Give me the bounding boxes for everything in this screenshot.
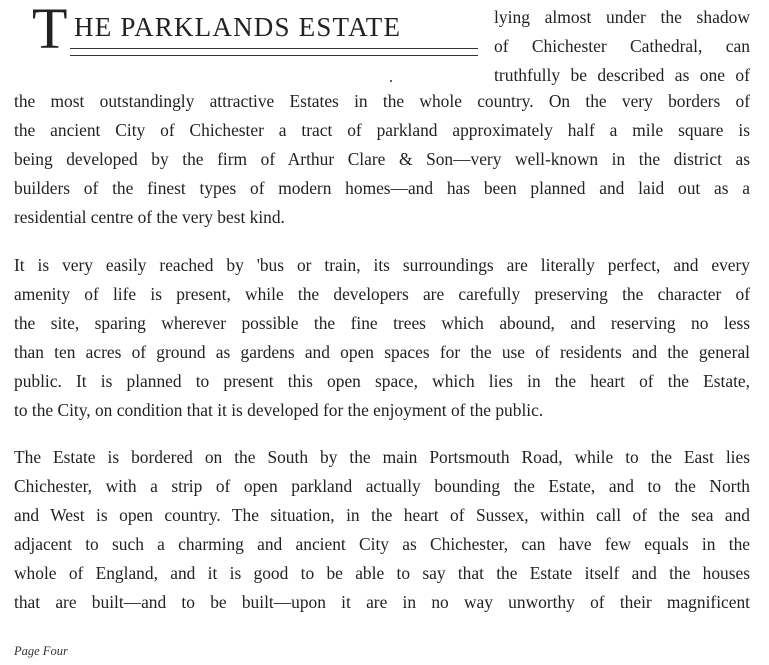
text-line: residential centre of the very best kind. [14, 207, 285, 227]
intro-text [494, 3, 750, 90]
text-line: the most outstandingly attractive Estates in the whole country. On the very borders of [14, 91, 750, 111]
intro-line: truthfully be described as one of [494, 65, 750, 85]
text-line: that are built—and to be built—upon it are in no way unworthy of their magnificent [14, 592, 750, 612]
intro-line: of Chichester Cathedral, can [494, 36, 750, 56]
text-line: whole of England, and it is good to be able to say that the Estate itself and the houses [14, 563, 750, 583]
paragraph-2 [14, 251, 750, 425]
text-line: the ancient City of Chichester a tract of parkland approximately half a mile square is [14, 120, 750, 140]
text-line: being developed by the firm of Arthur Clare & Son—very well-known in the district as [14, 149, 750, 169]
intro-line: lying almost under the shadow [494, 7, 750, 27]
paragraph-3 [14, 443, 750, 617]
text-line: than ten acres of ground as gardens and open spaces for the use of residents and the general [14, 342, 750, 362]
heading-drop-cap: T [32, 0, 68, 61]
estate-heading [22, 0, 484, 68]
text-line: adjacent to such a charming and ancient City as Chichester, can have few equals in the [14, 534, 750, 554]
text-line: builders of the finest types of modern homes—and has been planned and laid out as a [14, 178, 750, 198]
heading-title: HE PARKLANDS ESTATE [74, 12, 402, 42]
paragraph-1 [14, 87, 750, 232]
text-line: amenity of life is present, while the developers are carefully preserving the character of [14, 284, 750, 304]
text-line: public. It is planned to present this open space, which lies in the heart of the Estate, [14, 371, 750, 391]
page-number-label: Page Four [14, 644, 68, 658]
heading-underline-bottom [70, 55, 478, 56]
print-speck [390, 80, 392, 82]
text-line: to the City, on condition that it is developed for the enjoyment of the public. [14, 400, 544, 420]
heading-underline-top [70, 48, 478, 49]
text-line: the site, sparing wherever possible the fine trees which abound, and reserving no less [14, 313, 750, 333]
text-line: It is very easily reached by 'bus or train, its surroundings are literally perfect, and every [14, 255, 750, 275]
text-line: and West is open country. The situation, in the heart of Sussex, within call of the sea and [14, 505, 750, 525]
text-line: Chichester, with a strip of open parkland actually bounding the Estate, and to the North [14, 476, 750, 496]
text-line: The Estate is bordered on the South by the main Portsmouth Road, while to the East lies [14, 447, 750, 467]
